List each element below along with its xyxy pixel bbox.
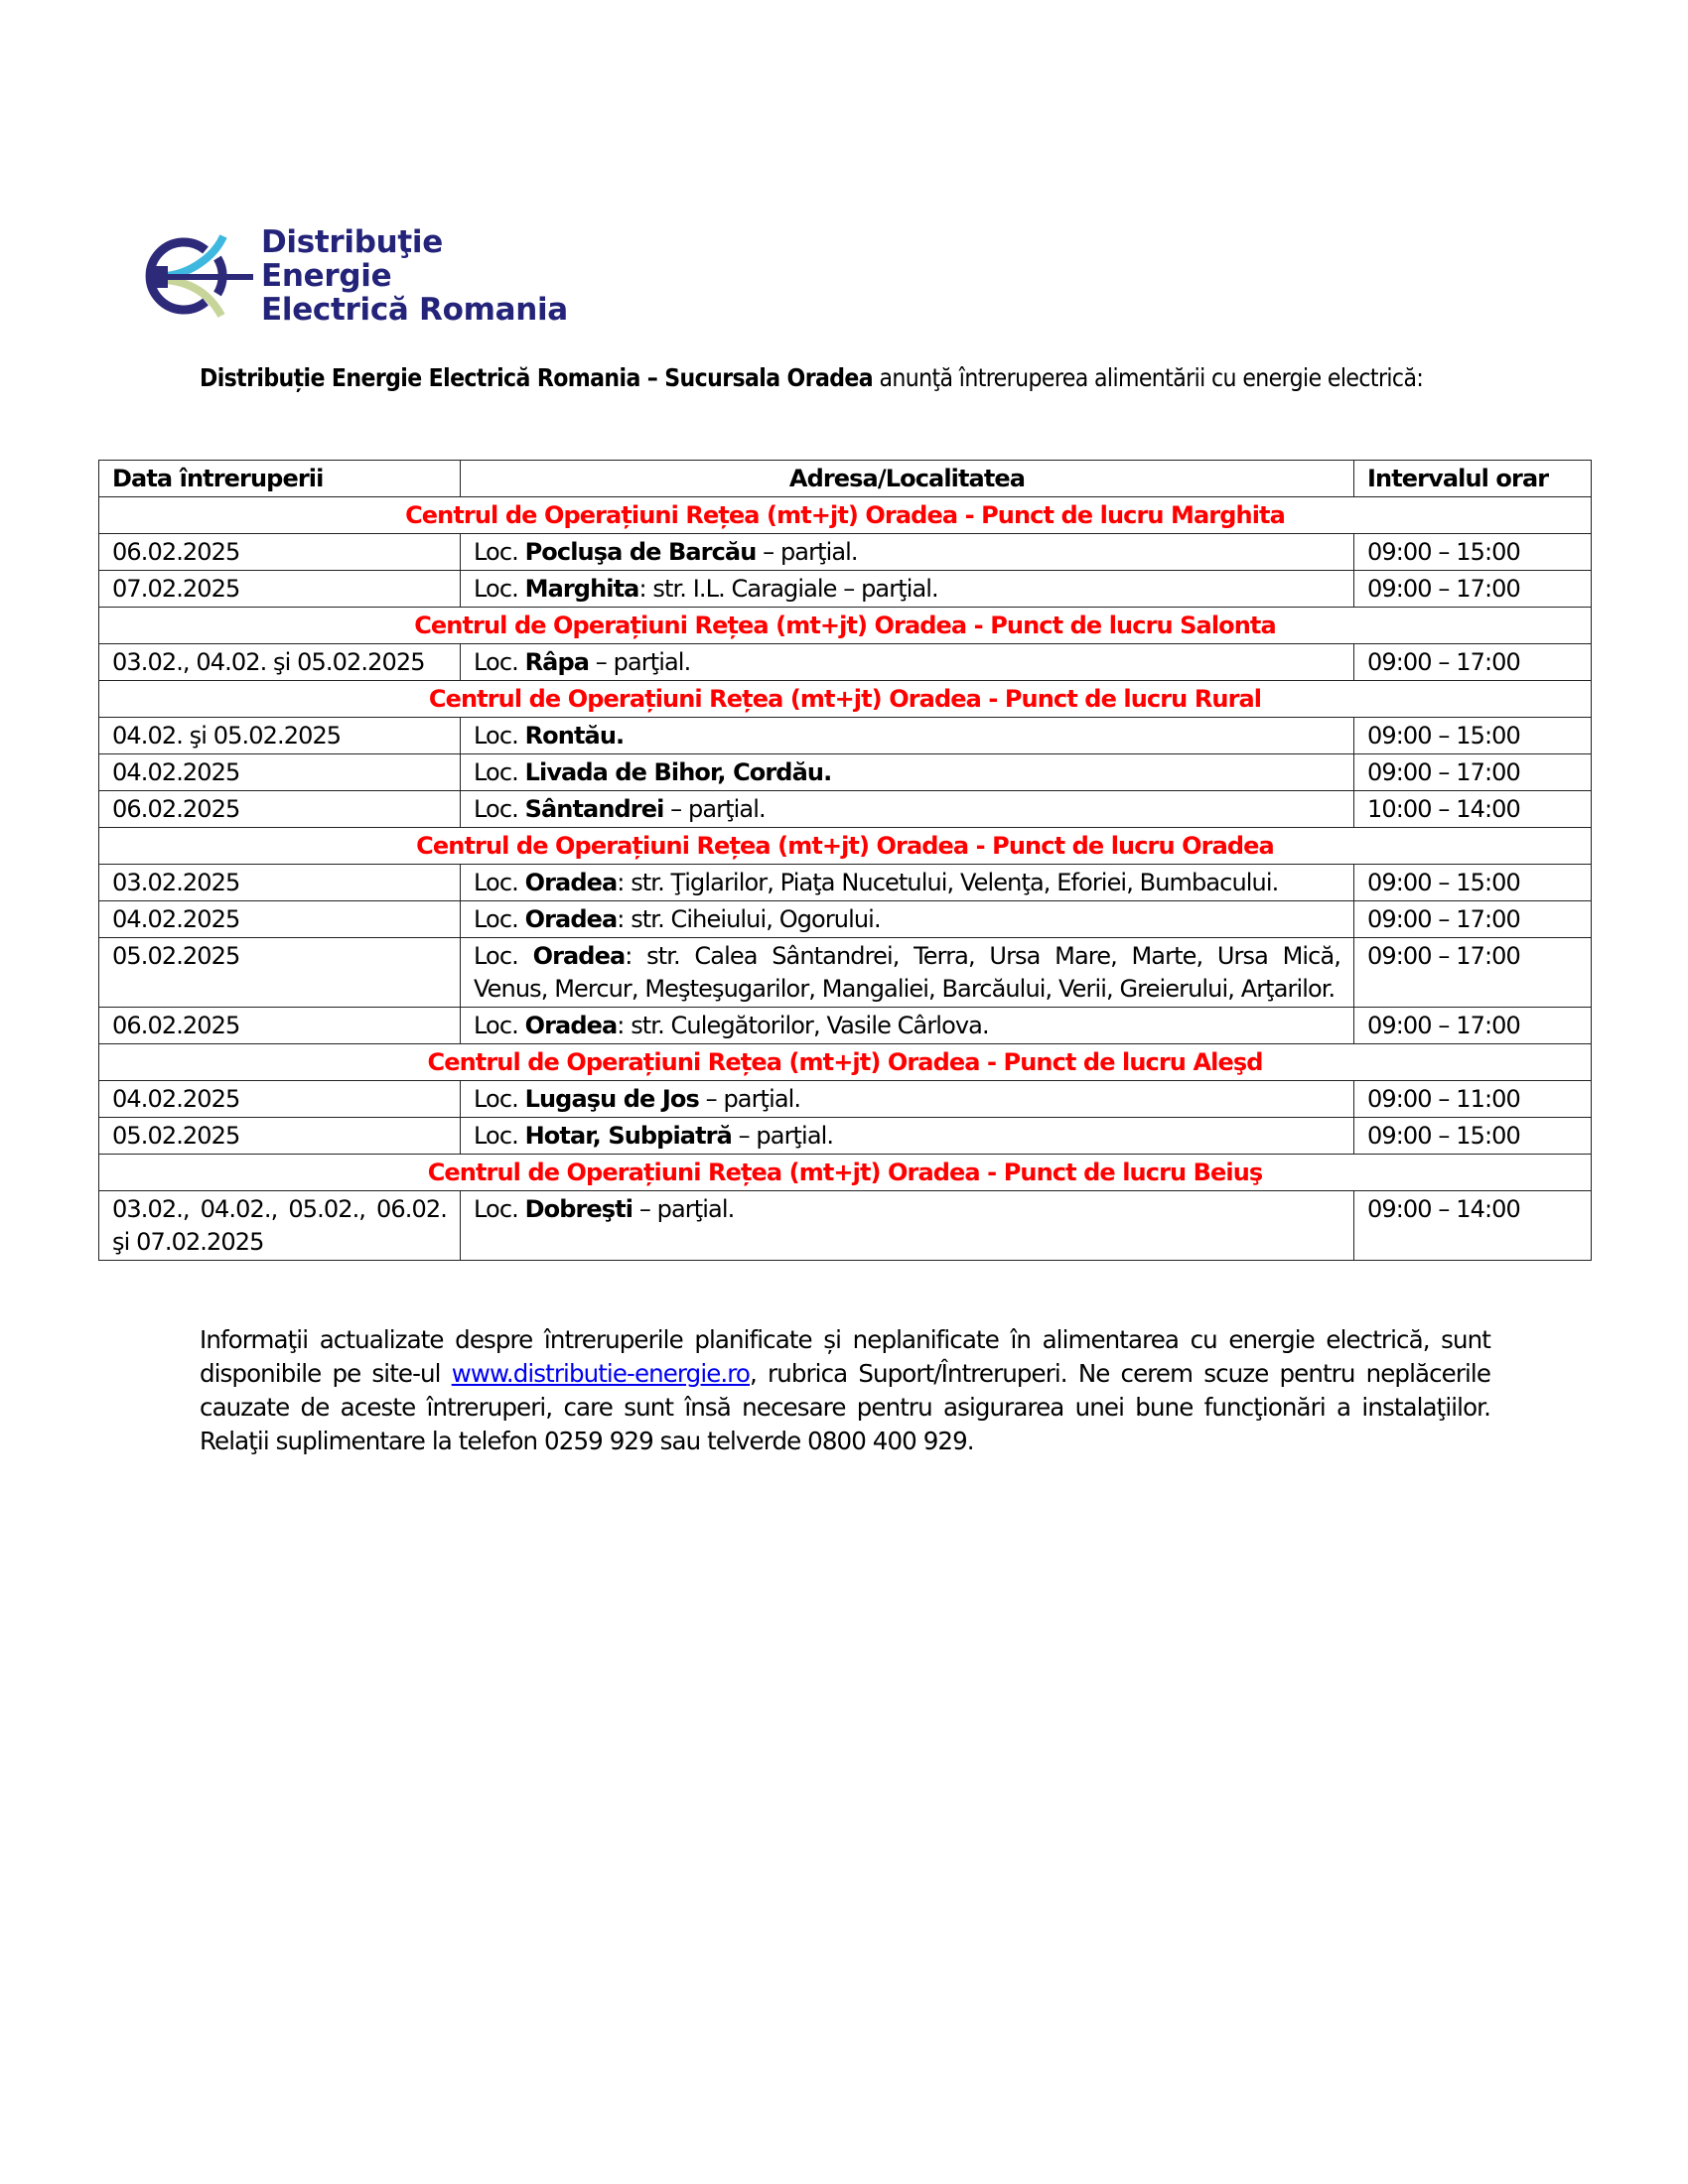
cell-date: 04.02.2025 xyxy=(99,1081,461,1118)
intro-bold: Distribuție Energie Electrică Romania – Sucursala Oradea xyxy=(200,363,874,392)
address-detail: : str. I.L. Caragiale – parţial. xyxy=(638,575,938,603)
cell-date: 06.02.2025 xyxy=(99,1008,461,1044)
table-row xyxy=(99,754,1592,791)
table-row xyxy=(99,571,1592,608)
address-place: Râpa xyxy=(524,648,590,676)
address-place: Rontău. xyxy=(524,722,625,750)
cell-interval: 09:00 – 15:00 xyxy=(1354,1118,1592,1155)
logo-line-2: Electrică Romania xyxy=(261,292,568,328)
logo-line-1: Distribuţie Energie xyxy=(261,224,443,294)
cell-date: 05.02.2025 xyxy=(99,1118,461,1155)
address-place: Dobreşti xyxy=(524,1195,633,1223)
cell-interval: 09:00 – 15:00 xyxy=(1354,718,1592,754)
cell-interval: 09:00 – 17:00 xyxy=(1354,901,1592,938)
address-prefix: Loc. xyxy=(474,1085,525,1113)
address-prefix: Loc. xyxy=(474,1012,525,1039)
section-header-row xyxy=(99,681,1592,718)
footer-note xyxy=(200,1323,1490,1458)
address-detail: – parţial. xyxy=(633,1195,735,1223)
section-title: Centrul de Operațiuni Rețea (mt+jt) Oradea - Punct de lucru Oradea xyxy=(99,828,1592,865)
address-place: Hotar, Subpiatră xyxy=(524,1122,732,1150)
address-detail: – parţial. xyxy=(731,1122,834,1150)
table-row xyxy=(99,534,1592,571)
address-place: Sântandrei xyxy=(524,795,664,823)
table-row xyxy=(99,1118,1592,1155)
company-logo xyxy=(144,224,581,328)
logo-text xyxy=(261,225,581,327)
footer-text-1: Informaţii actualizate despre întreruperile planificate și neplanificate în alimentarea cu energie electrică, sunt disponibile pe site-ul xyxy=(200,1325,1490,1388)
address-detail: : str. Ciheiului, Ogorului. xyxy=(617,905,881,933)
header-date: Data întreruperii xyxy=(99,461,461,497)
section-title: Centrul de Operațiuni Rețea (mt+jt) Oradea - Punct de lucru Rural xyxy=(99,681,1592,718)
cell-interval: 09:00 – 17:00 xyxy=(1354,571,1592,608)
footer-text-2: , rubrica Suport/Întreruperi. Ne cerem scuze pentru neplăcerile cauzate de aceste întreruperi, care sunt însă necesare pentru asigurarea unei bune funcţionări a instalaţiilor. Relaţii suplimentare la telefon 0259 929 sau telverde 0800 400 929. xyxy=(200,1359,1490,1455)
address-prefix: Loc. xyxy=(474,648,525,676)
table-row xyxy=(99,791,1592,828)
cell-address xyxy=(461,1081,1354,1118)
section-title: Centrul de Operațiuni Rețea (mt+jt) Oradea - Punct de lucru Beiuş xyxy=(99,1155,1592,1191)
address-prefix: Loc. xyxy=(474,538,525,566)
address-detail: – parţial. xyxy=(663,795,766,823)
logo-emblem-icon xyxy=(144,230,255,322)
address-place: Oradea xyxy=(524,905,618,933)
cell-interval: 09:00 – 17:00 xyxy=(1354,754,1592,791)
cell-address xyxy=(461,791,1354,828)
table-body xyxy=(99,497,1592,1261)
address-prefix: Loc. xyxy=(474,1122,525,1150)
section-header-row xyxy=(99,828,1592,865)
cell-date: 04.02.2025 xyxy=(99,754,461,791)
cell-interval: 09:00 – 17:00 xyxy=(1354,938,1592,1008)
cell-address xyxy=(461,754,1354,791)
section-header-row xyxy=(99,1155,1592,1191)
address-detail: – parţial. xyxy=(589,648,691,676)
cell-address xyxy=(461,1118,1354,1155)
cell-interval: 09:00 – 14:00 xyxy=(1354,1191,1592,1261)
cell-interval: 09:00 – 15:00 xyxy=(1354,534,1592,571)
cell-date: 07.02.2025 xyxy=(99,571,461,608)
table-row xyxy=(99,1081,1592,1118)
address-place: Oradea xyxy=(524,869,618,896)
cell-address xyxy=(461,534,1354,571)
section-title: Centrul de Operațiuni Rețea (mt+jt) Oradea - Punct de lucru Salonta xyxy=(99,608,1592,644)
table-row xyxy=(99,901,1592,938)
cell-interval: 09:00 – 11:00 xyxy=(1354,1081,1592,1118)
table-row xyxy=(99,644,1592,681)
address-prefix: Loc. xyxy=(474,905,525,933)
header-address: Adresa/Localitatea xyxy=(461,461,1354,497)
cell-date: 05.02.2025 xyxy=(99,938,461,1008)
table-row xyxy=(99,1008,1592,1044)
website-link[interactable]: www.distributie-energie.ro xyxy=(451,1359,751,1388)
section-title: Centrul de Operațiuni Rețea (mt+jt) Oradea - Punct de lucru Marghita xyxy=(99,497,1592,534)
address-prefix: Loc. xyxy=(474,869,525,896)
cell-date: 06.02.2025 xyxy=(99,534,461,571)
address-place: Oradea xyxy=(524,1012,618,1039)
outage-table xyxy=(98,460,1592,1261)
cell-address xyxy=(461,865,1354,901)
address-place: Lugaşu de Jos xyxy=(524,1085,699,1113)
table-header-row xyxy=(99,461,1592,497)
section-header-row xyxy=(99,608,1592,644)
address-detail: – parţial. xyxy=(698,1085,801,1113)
address-prefix: Loc. xyxy=(474,1195,525,1223)
cell-address xyxy=(461,718,1354,754)
table-row xyxy=(99,1191,1592,1261)
announcement-intro xyxy=(200,361,1431,394)
cell-address xyxy=(461,1008,1354,1044)
address-detail: : str. Ţiglarilor, Piaţa Nucetului, Velenţa, Eforiei, Bumbacului. xyxy=(617,869,1279,896)
section-header-row xyxy=(99,1044,1592,1081)
address-place: Marghita xyxy=(524,575,639,603)
address-place: Oradea xyxy=(532,942,626,970)
section-title: Centrul de Operațiuni Rețea (mt+jt) Oradea - Punct de lucru Aleşd xyxy=(99,1044,1592,1081)
address-detail: : str. Calea Sântandrei, Terra, Ursa Mare, Marte, Ursa Mică, Venus, Mercur, Meşteşugarilor, Mangaliei, Barcăului, Verii, Greierului, Arţarilor. xyxy=(474,942,1341,1003)
cell-address xyxy=(461,644,1354,681)
cell-date: 03.02., 04.02. şi 05.02.2025 xyxy=(99,644,461,681)
address-prefix: Loc. xyxy=(474,575,525,603)
address-prefix: Loc. xyxy=(474,758,525,786)
cell-address xyxy=(461,1191,1354,1261)
address-prefix: Loc. xyxy=(474,942,533,970)
cell-interval: 09:00 – 17:00 xyxy=(1354,1008,1592,1044)
address-place: Livada de Bihor, Cordău. xyxy=(524,758,832,786)
cell-date: 04.02.2025 xyxy=(99,901,461,938)
section-header-row xyxy=(99,497,1592,534)
address-prefix: Loc. xyxy=(474,795,525,823)
intro-rest: anunţă întreruperea alimentării cu energie electrică: xyxy=(873,363,1424,392)
cell-interval: 09:00 – 17:00 xyxy=(1354,644,1592,681)
cell-interval: 10:00 – 14:00 xyxy=(1354,791,1592,828)
cell-interval: 09:00 – 15:00 xyxy=(1354,865,1592,901)
table-row xyxy=(99,718,1592,754)
address-place: Pocluşa de Barcău xyxy=(524,538,757,566)
header-interval: Intervalul orar xyxy=(1354,461,1592,497)
cell-address xyxy=(461,938,1354,1008)
address-detail: – parţial. xyxy=(756,538,858,566)
cell-address xyxy=(461,901,1354,938)
cell-date: 03.02., 04.02., 05.02., 06.02. şi 07.02.2025 xyxy=(99,1191,461,1261)
cell-date: 04.02. şi 05.02.2025 xyxy=(99,718,461,754)
address-prefix: Loc. xyxy=(474,722,525,750)
cell-date: 03.02.2025 xyxy=(99,865,461,901)
cell-date: 06.02.2025 xyxy=(99,791,461,828)
address-detail: : str. Culegătorilor, Vasile Cârlova. xyxy=(617,1012,989,1039)
table-row xyxy=(99,865,1592,901)
cell-address xyxy=(461,571,1354,608)
table-row xyxy=(99,938,1592,1008)
